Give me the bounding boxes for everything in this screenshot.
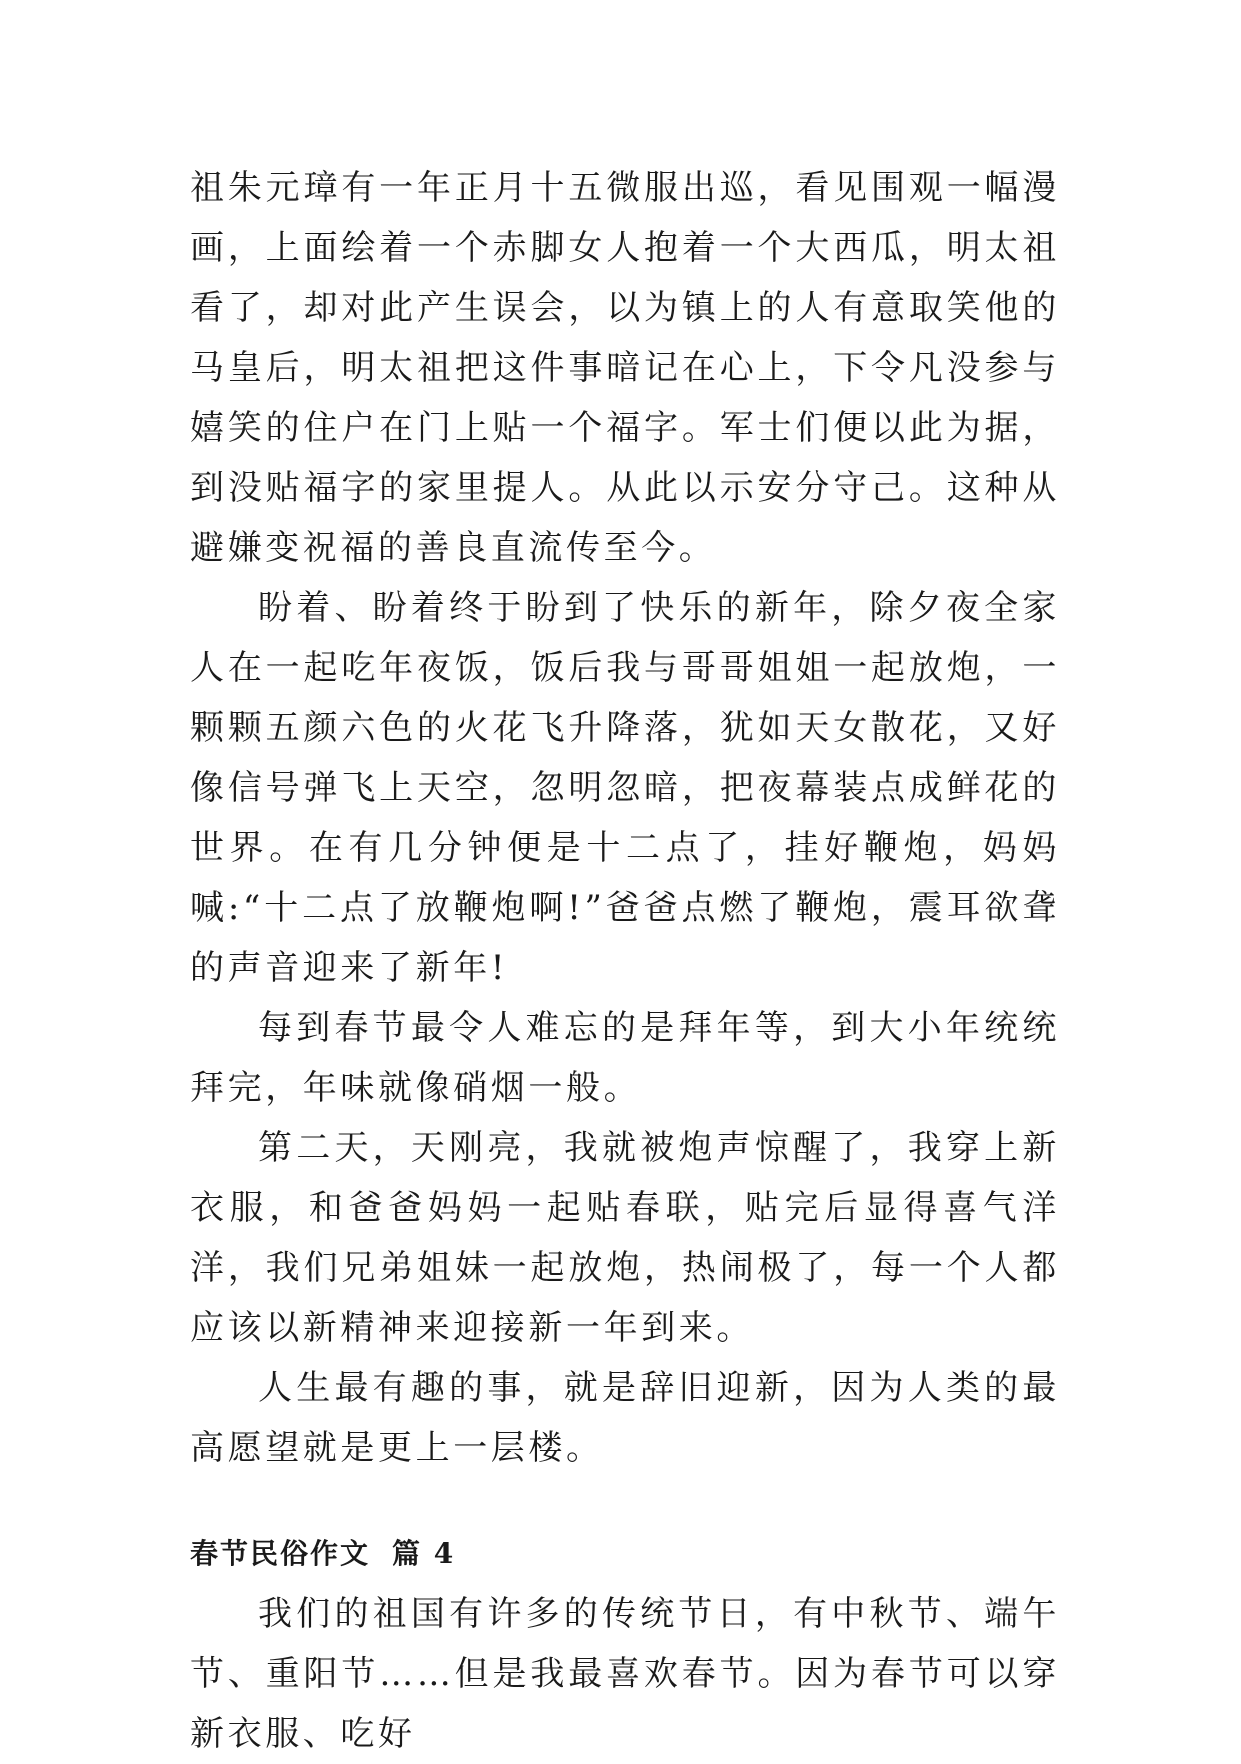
paragraph-2: 盼着、盼着终于盼到了快乐的新年，除夕夜全家人在一起吃年夜饭，饭后我与哥哥姐姐一起放炮，一颗颗五颜六色的火花飞升降落，犹如天女散花，又好像信号弹飞上天空，忽明忽暗，把夜幕装点成鲜花的世界。在有几分钟便是十二点了，挂好鞭炮，妈妈喊:“十二点了放鞭炮啊!”爸爸点燃了鞭炮，震耳欲聋的声音迎来了新年! bbox=[190, 588, 1060, 988]
section-label: 篇 4 bbox=[392, 1537, 456, 1570]
paragraph-6: 我们的祖国有许多的传统节日，有中秋节、端午节、重阳节……但是我最喜欢春节。因为春节可以穿新衣服、吃好 bbox=[190, 1594, 1060, 1754]
section-heading bbox=[190, 1524, 1060, 1584]
paragraph-5: 人生最有趣的事，就是辞旧迎新，因为人类的最高愿望就是更上一层楼。 bbox=[190, 1368, 1060, 1468]
paragraph-1: 祖朱元璋有一年正月十五微服出巡，看见围观一幅漫画，上面绘着一个赤脚女人抱着一个大西瓜，明太祖看了，却对此产生误会，以为镇上的人有意取笑他的马皇后，明太祖把这件事暗记在心上，下令凡没参与嬉笑的住户在门上贴一个福字。军士们便以此为据，到没贴福字的家里提人。从此以示安分守己。这种从避嫌变祝福的善良直流传至今。 bbox=[190, 168, 1060, 568]
section-title: 春节民俗作文 bbox=[190, 1537, 371, 1570]
paragraph-3: 每到春节最令人难忘的是拜年等，到大小年统统拜完，年味就像硝烟一般。 bbox=[190, 1008, 1060, 1108]
document-page bbox=[190, 158, 1060, 1764]
paragraph-4: 第二天，天刚亮，我就被炮声惊醒了，我穿上新衣服，和爸爸妈妈一起贴春联，贴完后显得喜气洋洋，我们兄弟姐妹一起放炮，热闹极了，每一个人都应该以新精神来迎接新一年到来。 bbox=[190, 1128, 1060, 1348]
